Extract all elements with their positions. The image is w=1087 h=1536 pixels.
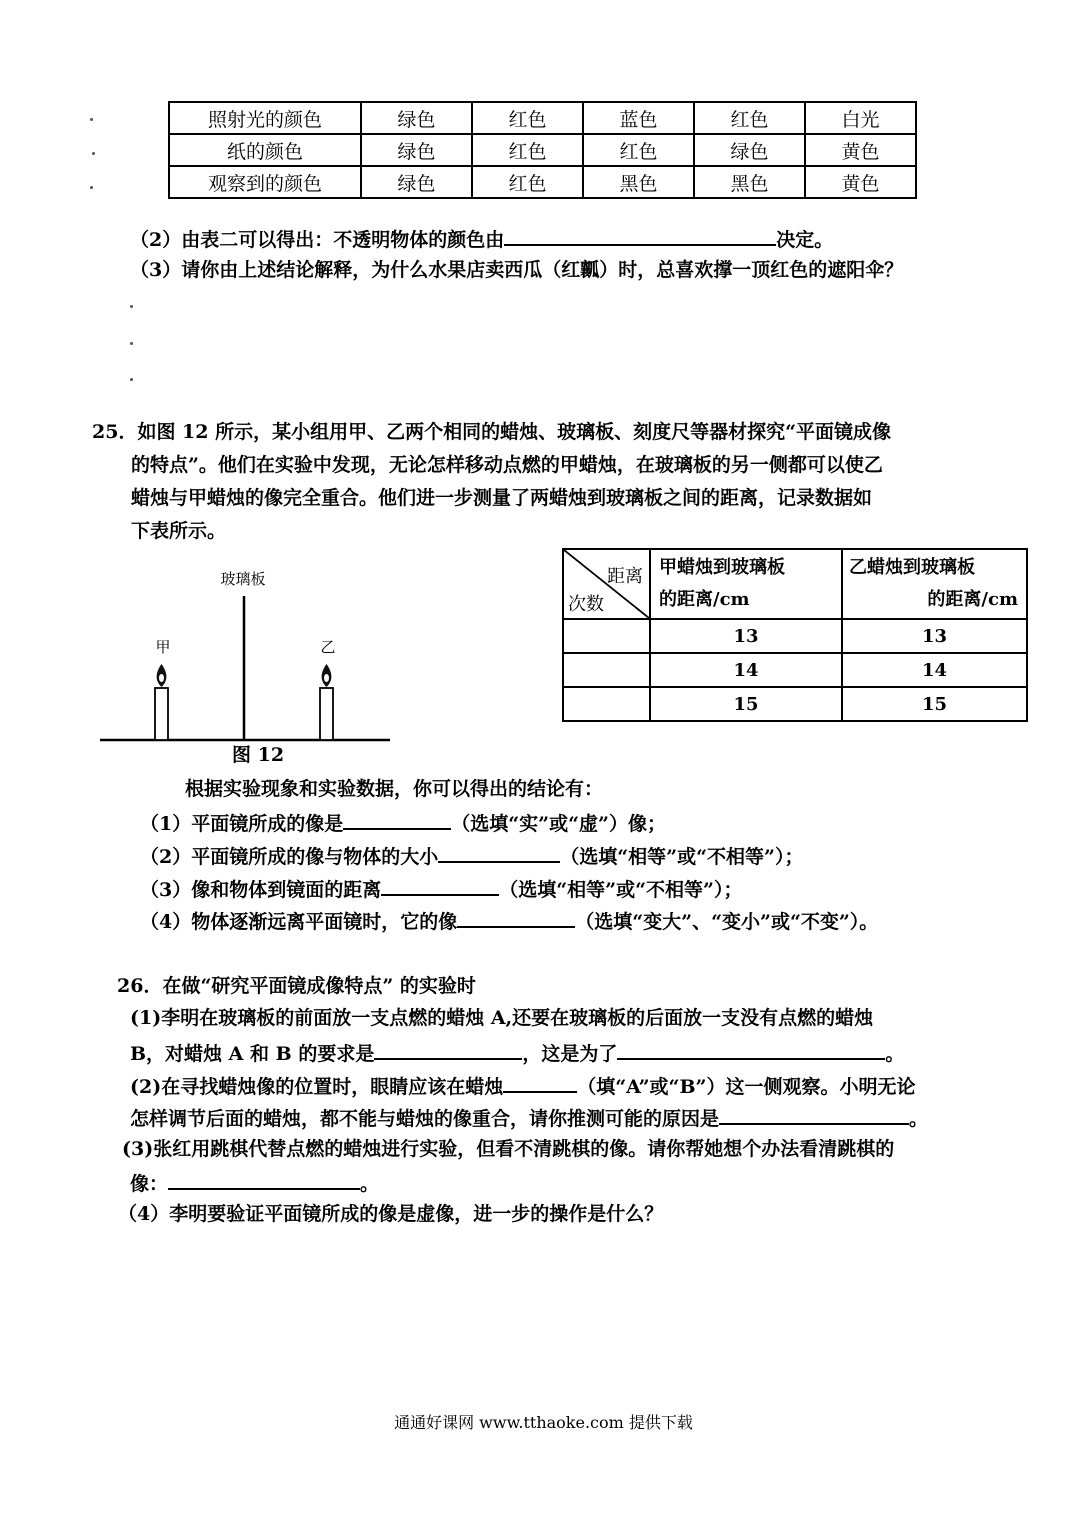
table-row (563, 619, 1027, 653)
q25-item-1 (140, 808, 666, 837)
table-row (563, 653, 1027, 687)
item-hint: （选填“实”或“虚”）像； (451, 813, 666, 835)
col2-header (842, 549, 1027, 619)
left-candle-label: 甲 (155, 638, 171, 656)
footer-credit: 通通好课网 www.tthaoke.com 提供下载 (394, 1413, 693, 1432)
table-cell: 绿色 (361, 102, 472, 134)
item-text: （2）平面镜所成的像与物体的大小 (140, 846, 439, 868)
q26-text: B，对蜡烛 A 和 B 的要求是 (130, 1043, 375, 1065)
diag-label-distance: 距离 (607, 566, 643, 587)
q24-part2-end: 决定。 (776, 229, 834, 251)
q24-part2-text: （2）由表二可以得出：不透明物体的颜色由 (130, 229, 505, 251)
table-cell: 红色 (472, 134, 583, 166)
table-cell: 15 (650, 687, 842, 721)
table-cell: 观察到的颜色 (169, 166, 361, 198)
scan-dot (90, 118, 93, 121)
q26-part1-line2 (130, 1038, 904, 1067)
answer-blank[interactable] (504, 224, 776, 246)
scan-dot (90, 186, 93, 189)
table-cell: 红色 (472, 166, 583, 198)
answer-blank[interactable] (343, 808, 451, 830)
diag-label-trials: 次数 (568, 594, 604, 615)
table-cell: 黄色 (805, 166, 916, 198)
q26-text: 。 (885, 1043, 905, 1065)
color-table (168, 101, 917, 199)
table-cell: 红色 (472, 102, 583, 134)
col2-header-line2: 的距离/cm (927, 589, 1018, 610)
q26-text: 怎样调节后面的蜡烛，都不能与蜡烛的像重合，请你推测可能的原因是 (130, 1108, 720, 1130)
right-candle-label: 乙 (320, 638, 336, 656)
q25-item-3 (140, 874, 742, 903)
scan-dot (130, 342, 133, 345)
table-cell: 13 (842, 619, 1027, 653)
item-text: （1）平面镜所成的像是 (140, 813, 344, 835)
table-row (169, 102, 916, 134)
table-cell: 红色 (583, 134, 694, 166)
answer-blank[interactable] (438, 841, 560, 863)
left-candle (155, 664, 168, 740)
q26-text: ，这是为了 (522, 1043, 618, 1065)
q26-text: 。 (909, 1108, 929, 1130)
answer-blank[interactable] (617, 1038, 885, 1060)
right-candle (320, 664, 333, 740)
table-cell: 绿色 (361, 134, 472, 166)
item-hint: （选填“相等”或“不相等”）； (560, 846, 804, 868)
q26-text: （填“A”或“B”）这一侧观察。小明无论 (577, 1076, 916, 1098)
table-cell: 14 (650, 653, 842, 687)
table-header-row (563, 549, 1027, 619)
table-row (169, 166, 916, 198)
q25-intro-line: 25．如图 12 所示，某小组用甲、乙两个相同的蜡烛、玻璃板、刻度尺等器材探究“平面镜成像 (92, 421, 892, 443)
q24-part2 (130, 224, 833, 253)
q26-part1-line1: (1)李明在玻璃板的前面放一支点燃的蜡烛 A,还要在玻璃板的后面放一支没有点燃的蜡烛 (130, 1007, 874, 1029)
table-cell: 照射光的颜色 (169, 102, 361, 134)
table-cell: 绿色 (361, 166, 472, 198)
table-cell: 黄色 (805, 134, 916, 166)
answer-blank[interactable] (381, 874, 499, 896)
q26-part2-line1 (130, 1071, 915, 1100)
diagonal-header-cell (563, 549, 650, 619)
q26-part3-line1: (3)张红用跳棋代替点燃的蜡烛进行实验，但看不清跳棋的像。请你帮她想个办法看清跳棋的 (122, 1138, 895, 1160)
q24-part3: （3）请你由上述结论解释，为什么水果店卖西瓜（红瓤）时，总喜欢撑一顶红色的遮阳伞？ (130, 259, 904, 281)
q25-item-2 (140, 841, 803, 870)
q26-title: 26．在做“研究平面镜成像特点” 的实验时 (117, 975, 476, 997)
col2-header-line1: 乙蜡烛到玻璃板 (849, 557, 975, 578)
table-cell: 绿色 (694, 134, 805, 166)
q25-intro-line: 下表所示。 (131, 520, 227, 542)
item-hint: （选填“变大”、“变小”或“不变”）。 (575, 911, 879, 933)
figure-12-diagram (95, 560, 395, 770)
q25-item-4 (140, 906, 878, 935)
col1-header-line2: 的距离/cm (659, 589, 750, 610)
q26-text: 像： (130, 1173, 169, 1195)
q26-part4: （4）李明要验证平面镜所成的像是虚像，进一步的操作是什么？ (118, 1203, 664, 1225)
scan-dot (92, 152, 95, 155)
table-cell (563, 653, 650, 687)
table-cell: 蓝色 (583, 102, 694, 134)
q25-conclusion-intro: 根据实验现象和实验数据，你可以得出的结论有： (185, 778, 604, 800)
q26-part3-line2 (130, 1168, 379, 1197)
figure-caption: 图 12 (232, 744, 285, 766)
answer-blank[interactable] (168, 1168, 360, 1190)
table-cell: 纸的颜色 (169, 134, 361, 166)
q26-part2-line2 (130, 1103, 928, 1132)
scan-dot (130, 378, 133, 381)
table-cell: 黑色 (583, 166, 694, 198)
item-text: （4）物体逐渐远离平面镜时，它的像 (140, 911, 458, 933)
scan-dot (130, 305, 133, 308)
item-text: （3）像和物体到镜面的距离 (140, 879, 382, 901)
table-cell: 红色 (694, 102, 805, 134)
answer-blank[interactable] (374, 1038, 522, 1060)
answer-blank[interactable] (719, 1103, 909, 1125)
table-cell: 13 (650, 619, 842, 653)
table-cell: 白光 (805, 102, 916, 134)
table-cell: 14 (842, 653, 1027, 687)
answer-blank[interactable] (457, 906, 575, 928)
glass-plate-label: 玻璃板 (220, 570, 266, 588)
item-hint: （选填“相等”或“不相等”）； (499, 879, 743, 901)
table-cell (563, 619, 650, 653)
answer-blank[interactable] (503, 1071, 577, 1093)
q25-intro-line: 蜡烛与甲蜡烛的像完全重合。他们进一步测量了两蜡烛到玻璃板之间的距离，记录数据如 (131, 487, 873, 509)
q26-text: (2)在寻找蜡烛像的位置时，眼睛应该在蜡烛 (130, 1076, 504, 1098)
distance-table (562, 548, 1028, 722)
table-row (169, 134, 916, 166)
q25-intro-line: 的特点”。他们在实验中发现，无论怎样移动点燃的甲蜡烛，在玻璃板的另一侧都可以使乙 (131, 454, 883, 476)
table-row (563, 687, 1027, 721)
table-cell (563, 687, 650, 721)
table-cell: 15 (842, 687, 1027, 721)
col1-header (650, 549, 842, 619)
col1-header-line1: 甲蜡烛到玻璃板 (659, 557, 785, 578)
table-cell: 黑色 (694, 166, 805, 198)
q26-text: 。 (360, 1173, 380, 1195)
